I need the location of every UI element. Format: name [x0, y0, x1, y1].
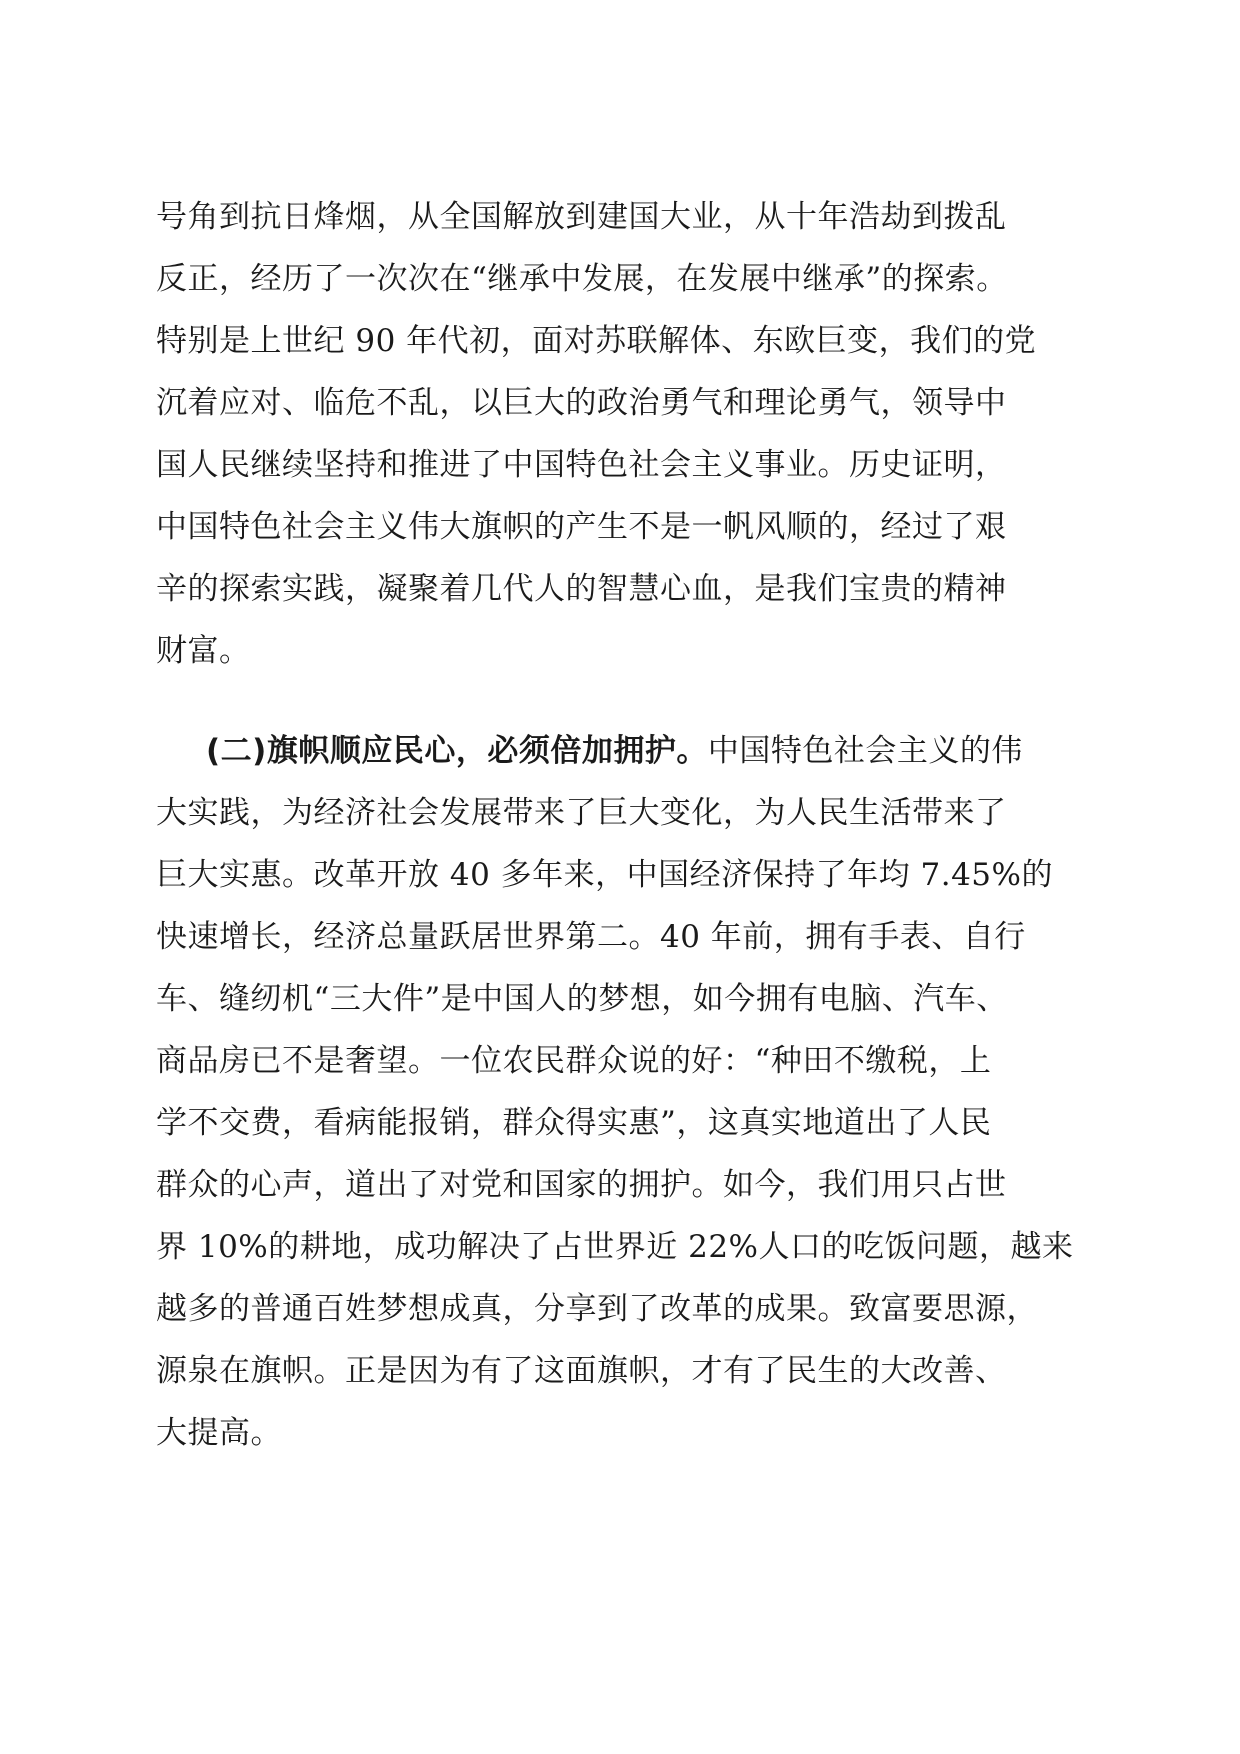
paragraph-history: [156, 186, 1086, 682]
text-line: 辛的探索实践，凝聚着几代人的智慧心血，是我们宝贵的精神: [156, 571, 1007, 607]
text-line: 特别是上世纪 90 年代初，面对苏联解体、东欧巨变，我们的党: [156, 323, 1037, 359]
text-line: 号角到抗日烽烟，从全国解放到建国大业，从十年浩劫到拨乱: [156, 199, 1007, 235]
text-line: 群众的心声，道出了对党和国家的拥护。如今，我们用只占世: [156, 1167, 1007, 1203]
text-line: 界 10%的耕地，成功解决了占世界近 22%人口的吃饭问题，越来: [156, 1229, 1074, 1265]
section-heading: (二)旗帜顺应民心，必须倍加拥护。: [206, 733, 708, 769]
text-line-rest: 中国特色社会主义的伟: [707, 733, 1023, 769]
text-line: 越多的普通百姓梦想成真，分享到了改革的成果。致富要思源，: [156, 1291, 1038, 1327]
text-line: 商品房已不是奢望。一位农民群众说的好：“种田不缴税，上: [156, 1043, 992, 1079]
text-line: 源泉在旗帜。正是因为有了这面旗帜，才有了民生的大改善、: [156, 1353, 1007, 1389]
text-line: 巨大实惠。改革开放 40 多年来，中国经济保持了年均 7.45%的: [156, 857, 1053, 893]
text-line: 反正，经历了一次次在“继承中发展，在发展中继承”的探索。: [156, 261, 1008, 297]
text-line: 学不交费，看病能报销，群众得实惠”，这真实地道出了人民: [156, 1105, 992, 1141]
text-line: 沉着应对、临危不乱，以巨大的政治勇气和理论勇气，领导中: [156, 385, 1007, 421]
text-line: 车、缝纫机“三大件”是中国人的梦想，如今拥有电脑、汽车、: [156, 981, 1008, 1017]
paragraph-flag-people: [156, 720, 1086, 1464]
text-line: 财富。: [156, 633, 251, 669]
text-line: 国人民继续坚持和推进了中国特色社会主义事业。历史证明，: [156, 447, 1007, 483]
text-line-first: [156, 720, 1086, 782]
text-line: 中国特色社会主义伟大旗帜的产生不是一帆风顺的，经过了艰: [156, 509, 1007, 545]
text-line: 快速增长，经济总量跃居世界第二。40 年前，拥有手表、自行: [156, 919, 1026, 955]
text-line: 大提高。: [156, 1415, 282, 1451]
text-line: 大实践，为经济社会发展带来了巨大变化，为人民生活带来了: [156, 795, 1007, 831]
